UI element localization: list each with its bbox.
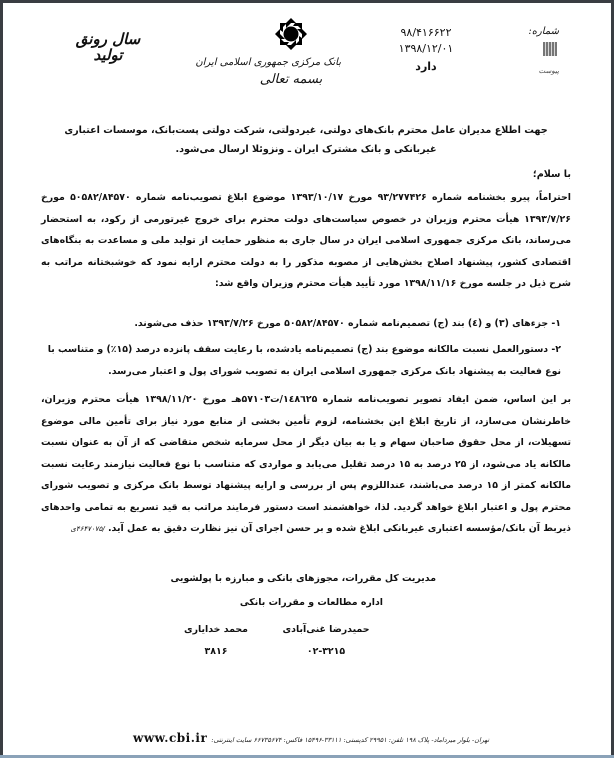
number-label: شماره: <box>528 26 559 37</box>
header-values <box>366 25 486 75</box>
letter-number: ۹۸/۴۱۶۶۲۲ <box>400 26 452 39</box>
body-item-2: ۲- دستورالعمل نسبت مالکانه موضوع بند (ج) تصمیم‌نامه یادشده، با رعایت سقف پانزده درصد (۱۵٪) و متناسب با نوع فعالیت به پیشنهاد بانک مرکزی جمهوری اسلامی ایران به تصویب شورای پول و اعتبار می‌رسد. <box>47 344 561 377</box>
signatory-name: حمیدرضا غنی‌آبادی <box>282 624 370 635</box>
bank-logo-block <box>195 17 341 87</box>
body-paragraph-1: احتراماً، پیرو بخشنامه شماره ۹۳/۲۷۷۴۲۶ مورخ ۱۳۹۳/۱۰/۱۷ موضوع ابلاغ تصویب‌نامه شماره ۵۰۵۸۲/۸۴۵۷۰ مورخ ۱۳۹۳/۷/۲۶ هیأت محترم وزیران در خصوص سیاست‌های دولت محترم برای خروج غیرتورمی از رکود، به استحضار می‌رساند، بانک مرکزی جمهوری اسلامی ایران در سال جاری به منظور حمایت از تولید ملی و مساعدت به بنگاه‌های اقتصادی کشور، پیشنهاد اصلاح بخش‌هایی از مصوبه مذکور را به دولت محترم ارایه نمود که خوشبختانه مراتب به شرح ذیل در جلسه مورخ ۱۳۹۸/۱۱/۱۶ مورد تأیید هیأت محترم وزیران واقع شد: <box>41 192 571 289</box>
salutation: با سلام؛ <box>532 169 571 180</box>
date-stamp-icon <box>543 42 557 56</box>
letter-page <box>3 3 611 755</box>
letter-date: ۱۳۹۸/۱۲/۰۱ <box>398 42 454 55</box>
slogan-line-2: تولید <box>93 46 123 64</box>
year-slogan <box>73 31 143 63</box>
paragraph-2-text: بر این اساس، ضمن ایفاد تصویر تصویب‌نامه شماره ۱٤۸٦۲۵/ت۵۷۱۰۳هـ مورخ ۱۳۹۸/۱۱/۲۰ هیأت محترم وزیران، خاطرنشان می‌سازد، از تاریخ ابلاغ این بخشنامه، لزوم تأمین بخشی از منابع مورد نیاز برای تأمین مالی موضوع تسهیلات، از محل حقوق صاحبان سهام و یا به بیان دیگر از محل سرمایه شخص متقاضی که از آن به عنوان نسبت مالکانه یاد می‌شود، از ۲۵ درصد به ۱۵ درصد تقلیل می‌یابد و مواردی که متناسب با نوع فعالیت نیازمند رعایت نسبت مالکانه کمتر از ۱۵ درصد می‌باشند، عنداللزوم پس از بررسی و ارایه پیشنهاد توسط بانک مرکزی و تصویب شورای محترم پول و اعتبار ابلاغ خواهد گردید. لذا، خواهشمند است دستور فرمایند مراتب به قید تسریع به تمامی واحدهای ذیربط آن بانک/مؤسسه اعتباری غیربانکی ابلاغ شده و بر حسن اجرای آن نیز نظارت دقیق به عمل آید. <box>41 394 571 534</box>
recipients-intro <box>41 121 571 159</box>
intro-line-1: جهت اطلاع مدیران عامل محترم بانک‌های دولتی، غیردولتی، شرکت دولتی پست‌بانک، موسسات اعتباری <box>64 125 548 136</box>
signatory-2 <box>176 619 256 663</box>
signatory-extension: ۰۲-۳۲۱۵ <box>306 646 346 657</box>
reference-code: /۴۶۴۷۰۷۵ی <box>70 525 105 533</box>
header-labels <box>519 25 559 76</box>
signatory-1 <box>281 619 371 663</box>
attachment-value: دارد <box>415 60 437 73</box>
signing-office: اداره مطالعات و مقررات بانکی <box>239 597 383 608</box>
footer-address: تهران- بلوار میرداماد- پلاک ۱۹۸ تلفن: ۲۹۹۵۱ کدپستی: ۳۳۱۱۱-۱۵۴۹۶ فاکس: ۶۶۷۳۵۶۷۴ سایت اینترنتی: <box>211 736 490 744</box>
bank-name: بانک مرکزی جمهوری اسلامی ایران <box>195 57 341 68</box>
signing-department: مدیریت کل مقررات، مجوزهای بانکی و مبارزه با پولشویی <box>170 573 436 584</box>
website-link[interactable]: www.cbi.ir <box>133 731 208 745</box>
body-paragraph-2 <box>41 389 571 541</box>
signatory-extension: ۳۸۱۶ <box>204 646 228 657</box>
attachment-label: پیوست <box>538 67 559 75</box>
letter-footer <box>133 731 489 745</box>
central-bank-logo-icon <box>274 17 308 51</box>
intro-line-2: غیربانکی و بانک مشترک ایران ـ ونزوئلا ارسال می‌شود. <box>175 144 437 155</box>
body-item-1: ۱- جزءهای (۳) و (٤) بند (ج) تصمیم‌نامه شماره ۵۰۵۸۲/۸۴۵۷۰ مورخ ۱۳۹۳/۷/۲۶ حذف می‌شوند. <box>134 318 561 329</box>
signatory-name: محمد خدایاری <box>184 624 248 635</box>
bismillah-motto: بسمه تعالی <box>259 72 323 87</box>
slogan-line-1: سال رونق <box>75 30 141 48</box>
